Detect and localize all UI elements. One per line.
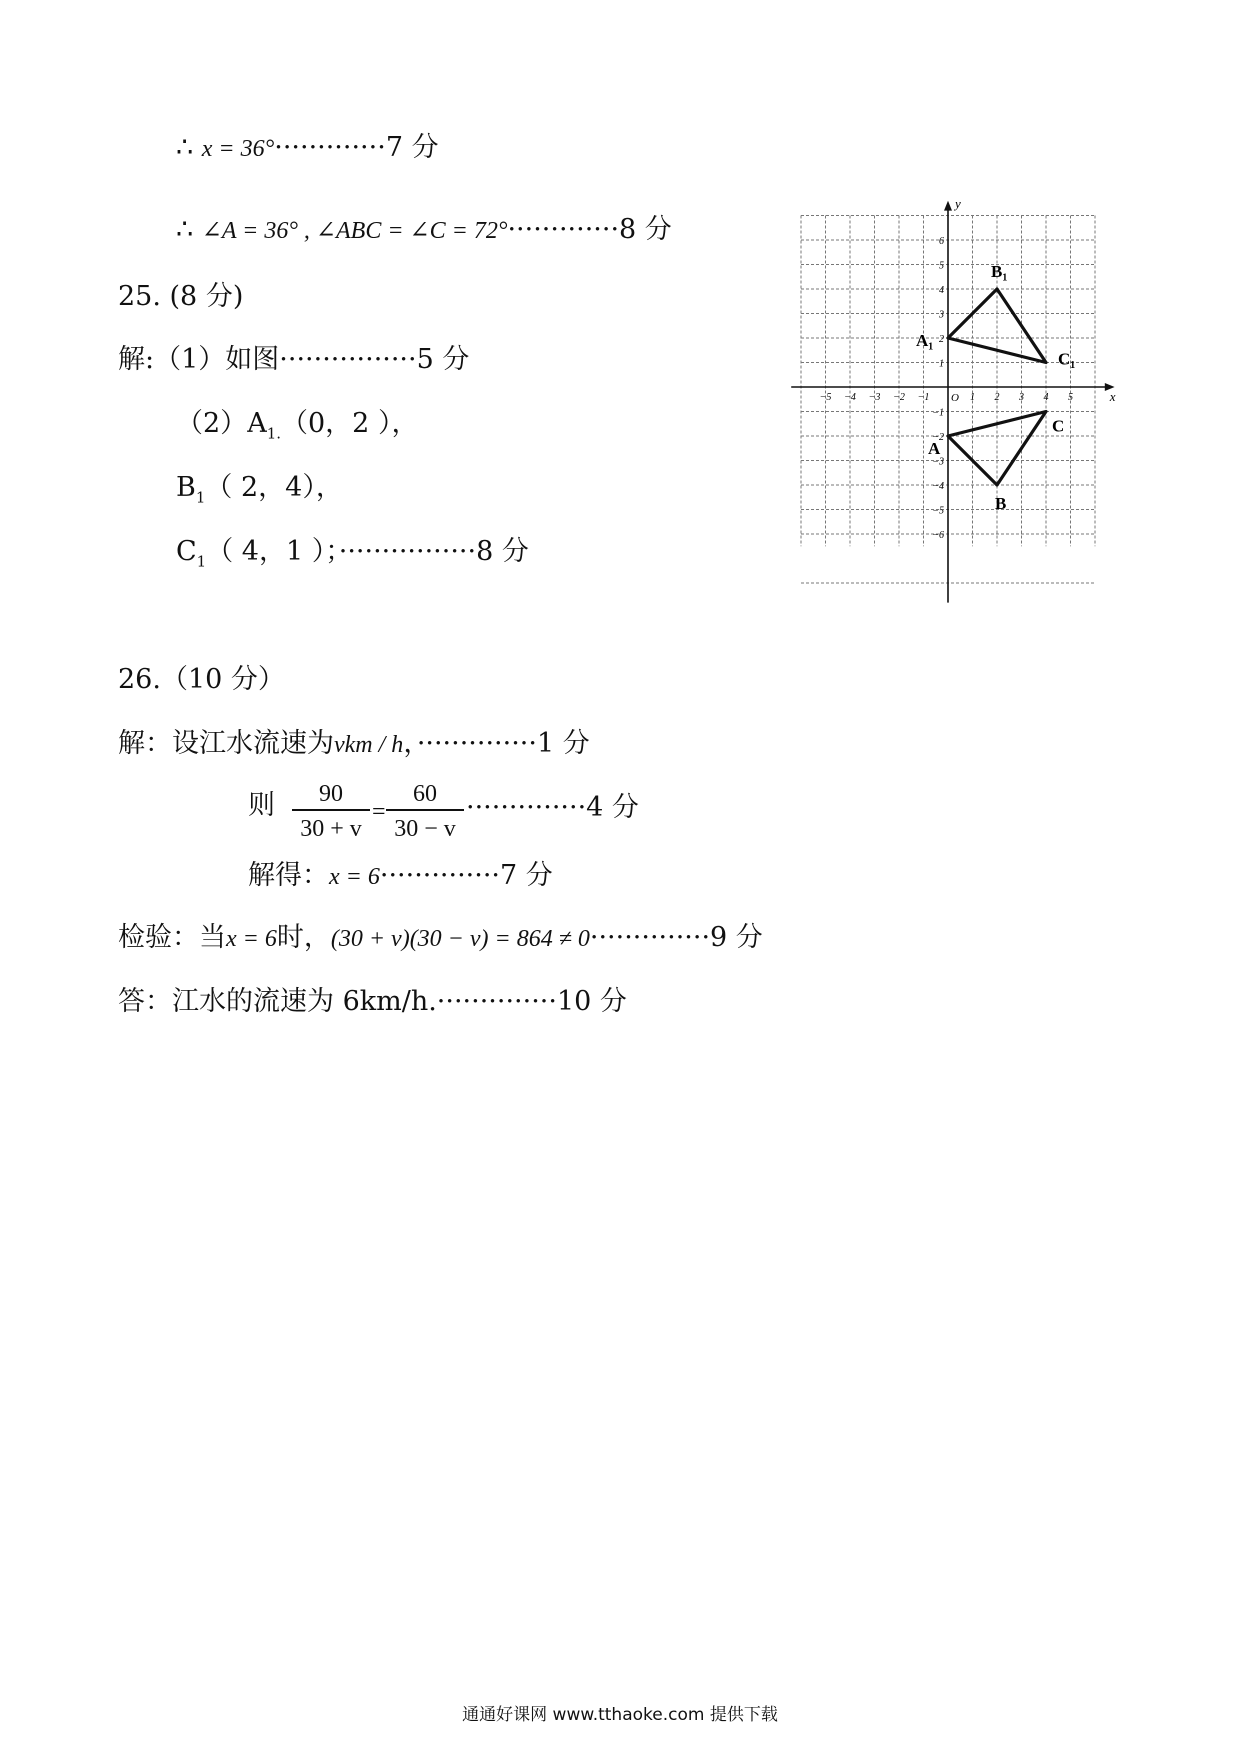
label-point-c1: C₁ bbox=[1058, 349, 1076, 369]
point-b1-name: B bbox=[176, 472, 196, 503]
part-1-label: 解:（1）如图 bbox=[118, 344, 280, 375]
dot-leader: ················ bbox=[279, 344, 417, 375]
q26-l4-expr: x = 6 bbox=[226, 926, 277, 952]
q26-l3-text: 解得： bbox=[248, 860, 329, 891]
dot-leader: ·············· bbox=[416, 728, 537, 759]
dot-leader: ················ bbox=[338, 536, 477, 567]
dot-leader: ············· bbox=[507, 214, 620, 245]
y-tick-label: −6 bbox=[932, 530, 944, 541]
fraction-bar bbox=[292, 809, 370, 811]
y-axis-arrow bbox=[944, 201, 952, 211]
y-tick-label: 3 bbox=[939, 309, 944, 321]
footer-source: 通通好课网 www.tthaoke.com 提供下载 bbox=[462, 1705, 778, 1725]
y-tick-label: −5 bbox=[932, 505, 944, 517]
q26-line-4 bbox=[118, 924, 763, 951]
point-b1-sub: 1 bbox=[195, 488, 206, 507]
label-point-a: A bbox=[928, 439, 941, 458]
y-tick-label: −4 bbox=[932, 481, 944, 492]
score: 5 分 bbox=[416, 344, 470, 375]
q26-l1-var: vkm / h bbox=[334, 732, 404, 758]
point-b1-coord: （ 2，4）， bbox=[205, 472, 343, 503]
point-c1-coord: （ 4，1 ）； bbox=[206, 536, 339, 567]
y-tick-label: −1 bbox=[932, 407, 944, 419]
x-tick-label: 5 bbox=[1068, 392, 1073, 403]
q24-line-1 bbox=[176, 134, 439, 161]
point-c1-sub: 1 bbox=[196, 552, 207, 571]
q26-line-1 bbox=[118, 730, 590, 757]
score: 9 分 bbox=[710, 922, 763, 953]
q24-line-2 bbox=[176, 216, 672, 243]
x-tick-label: −2 bbox=[893, 392, 905, 403]
score: 8 分 bbox=[619, 214, 672, 245]
origin-label: O bbox=[951, 392, 959, 404]
equals-sign: = bbox=[372, 799, 386, 825]
therefore-symbol: ∴ bbox=[176, 132, 194, 163]
y-tick-label: 5 bbox=[939, 260, 944, 272]
y-tick-label: 1 bbox=[939, 358, 944, 370]
y-tick-label: −2 bbox=[932, 432, 944, 443]
part-2-label: （2） bbox=[176, 408, 248, 439]
y-tick-label: 4 bbox=[939, 285, 944, 296]
q25-title: 25. (8 分) bbox=[118, 281, 244, 312]
score: 7 分 bbox=[385, 132, 439, 163]
q26-l3-expr: x = 6 bbox=[329, 864, 380, 890]
q26-line-3 bbox=[248, 862, 553, 889]
label-point-c: C bbox=[1052, 416, 1065, 436]
y-axis-label: y bbox=[955, 196, 961, 212]
dot-leader: ·············· bbox=[589, 922, 711, 953]
x-tick-label: −5 bbox=[819, 392, 832, 403]
coordinate-graph bbox=[780, 196, 1130, 642]
dot-leader: ·············· bbox=[436, 986, 557, 1017]
score: 7 分 bbox=[500, 860, 553, 891]
fraction-bar bbox=[386, 809, 464, 811]
fraction-1-denominator: 30 + v bbox=[300, 816, 362, 842]
fraction-2-numerator: 60 bbox=[413, 781, 437, 807]
x-axis-label: x bbox=[1109, 389, 1116, 404]
q26-l4-text: 检验：当 bbox=[118, 922, 226, 953]
q26-l4-expr2: (30 + v)(30 − v) = 864 ≠ 0 bbox=[330, 926, 590, 952]
q26-answer: 答：江水的流速为 6km/h. bbox=[118, 986, 437, 1017]
q26-then-label: 则 bbox=[248, 790, 275, 821]
fraction-1 bbox=[292, 776, 370, 846]
x-tick-label: −4 bbox=[844, 392, 856, 403]
dot-leader: ·············· bbox=[379, 860, 501, 891]
point-c1-name: C bbox=[176, 536, 197, 567]
dot-leader: ············· bbox=[274, 132, 386, 163]
fraction-2 bbox=[386, 776, 464, 846]
y-tick-label: 2 bbox=[939, 334, 944, 345]
q26-l1-comma: ， bbox=[403, 728, 417, 759]
score: 8 分 bbox=[476, 536, 529, 567]
x-tick-label: 1 bbox=[970, 392, 975, 403]
q26-line-5 bbox=[118, 988, 627, 1015]
q24-expr-2: ∠A = 36° , ∠ABC = ∠C = 72° bbox=[201, 218, 508, 244]
fraction-2-denominator: 30 − v bbox=[394, 816, 456, 842]
x-tick-label: 2 bbox=[994, 392, 1000, 403]
q26-line-2-score bbox=[466, 794, 639, 821]
q26-l1-text: 解：设江水流速为 bbox=[118, 728, 334, 759]
point-a1-sub: 1. bbox=[266, 424, 281, 443]
label-point-b1: B₁ bbox=[991, 262, 1008, 281]
q24-expr-1: x = 36° bbox=[201, 136, 275, 162]
q25-part-2-c1 bbox=[176, 538, 529, 569]
x-tick-label: 3 bbox=[1019, 392, 1024, 403]
score: 1 分 bbox=[536, 728, 590, 759]
label-point-a1: A₁ bbox=[916, 331, 934, 350]
label-point-b: B bbox=[995, 494, 1007, 513]
q25-part-2-b1 bbox=[176, 474, 343, 505]
dot-leader: ·············· bbox=[466, 792, 587, 823]
x-tick-label: 4 bbox=[1043, 392, 1049, 403]
q26-l4-when: 时， bbox=[276, 922, 331, 953]
score: 4 分 bbox=[586, 792, 639, 823]
q25-part-2-a1 bbox=[176, 410, 418, 441]
y-tick-label: 6 bbox=[939, 236, 944, 247]
q26-title: 26.（10 分） bbox=[118, 664, 285, 695]
tick-labels bbox=[819, 236, 1076, 541]
therefore-symbol: ∴ bbox=[176, 214, 194, 245]
point-a1-coord: （0，2 ）， bbox=[281, 408, 419, 439]
x-tick-label: −1 bbox=[917, 392, 930, 403]
score: 10 分 bbox=[556, 986, 627, 1017]
q25-part-1 bbox=[118, 346, 469, 373]
x-tick-label: −3 bbox=[868, 392, 881, 403]
fraction-1-numerator: 90 bbox=[319, 781, 343, 807]
point-a1-name: A bbox=[247, 408, 267, 439]
y-tick-label: −3 bbox=[932, 456, 944, 468]
